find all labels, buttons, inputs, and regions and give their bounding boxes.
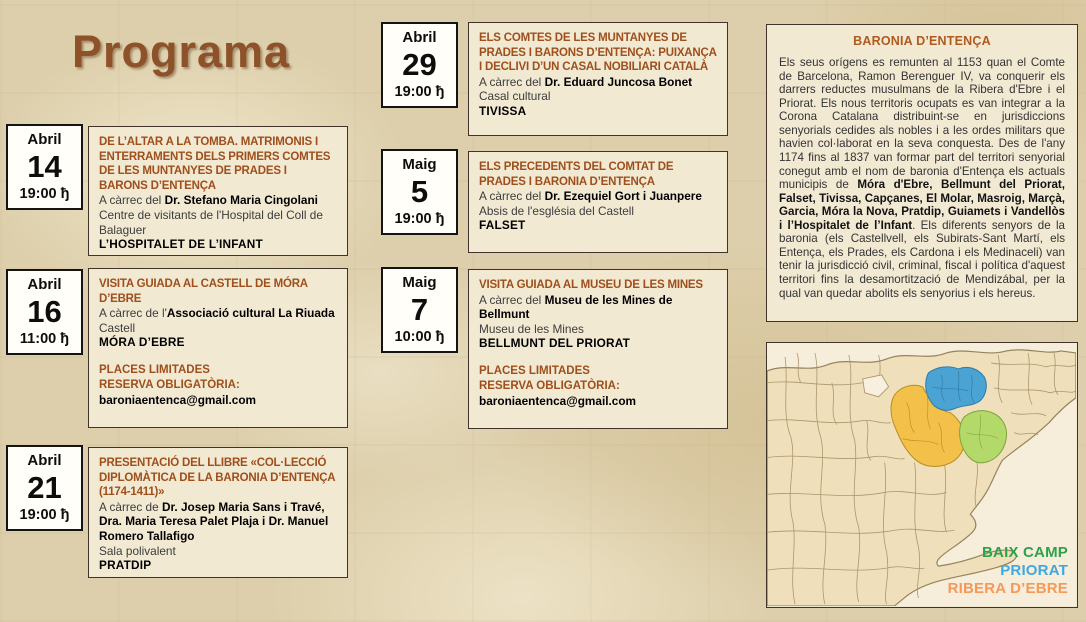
event-venue: Casal cultural bbox=[479, 89, 551, 104]
note-places-limitades: PLACES LIMITADES bbox=[99, 364, 210, 377]
date-box-abril-14 bbox=[6, 124, 83, 210]
event-city: BELLMUNT DEL PRIORAT bbox=[479, 336, 631, 351]
event-intro: A càrrec del bbox=[479, 189, 545, 204]
note-reserva: RESERVA OBLIGATÒRIA: bbox=[479, 380, 620, 393]
event-box-presentacio-llibre bbox=[88, 447, 348, 578]
event-title: ELS PRECEDENTS DEL COMTAT DE PRADES I BARONIA D’ENTENÇA bbox=[479, 161, 674, 188]
event-city: TIVISSA bbox=[479, 104, 527, 119]
event-venue: Centre de visitants de l'Hospital del Coll de Balaguer bbox=[99, 208, 323, 237]
event-speaker: Dr. Stefano Maria Cingolani bbox=[164, 193, 318, 208]
date-time: 10:00 ђ bbox=[394, 329, 445, 345]
event-box-comtes-muntanyes bbox=[468, 22, 728, 136]
date-day: 5 bbox=[410, 174, 429, 210]
event-title: ELS COMTES DE LES MUNTANYES DE PRADES I BARONS D’ENTENÇA: PUIXANÇA I DECLIVI D’UN CASAL NOBILIARI CATALÀ bbox=[479, 32, 717, 74]
event-box-museu-mines bbox=[468, 269, 728, 429]
date-time: 19:00 ђ bbox=[19, 507, 70, 523]
date-time: 19:00 ђ bbox=[394, 211, 445, 227]
event-intro: A càrrec del bbox=[99, 193, 165, 208]
date-box-abril-29 bbox=[381, 22, 458, 108]
baronia-title: BARONIA D’ENTENÇA bbox=[853, 34, 991, 48]
event-speaker-line bbox=[99, 193, 337, 208]
date-box-abril-21 bbox=[6, 445, 83, 531]
date-day: 29 bbox=[402, 47, 437, 83]
baronia-municipalities: Móra d'Ebre, Bellmunt del Priorat, Falset, Tivissa, Capçanes, El Molar, Masroig, Marçà, Garcia, Móra la Nova, Pratdip, Guiamets i Vandellòs i l’Hospitalet de l’Infant bbox=[779, 178, 1065, 232]
legend-priorat: PRIORAT bbox=[1000, 562, 1068, 579]
date-time: 11:00 ђ bbox=[19, 331, 70, 347]
contact-email: baroniaentenca@gmail.com bbox=[479, 393, 637, 408]
event-title: VISITA GUIADA AL CASTELL DE MÓRA D’EBRE bbox=[99, 278, 308, 305]
event-venue: Castell bbox=[99, 320, 136, 335]
event-speaker: Dr. Eduard Juncosa Bonet bbox=[544, 74, 693, 89]
date-day: 16 bbox=[27, 294, 62, 330]
map-legend bbox=[948, 544, 1068, 598]
legend-ribera-debre: RIBERA D’EBRE bbox=[947, 580, 1068, 597]
legend-baix-camp: BAIX CAMP bbox=[982, 544, 1068, 561]
event-speaker-line bbox=[479, 189, 717, 204]
date-day: 21 bbox=[27, 470, 62, 506]
event-speaker: Dr. Josep Maria Sans i Travé, Dra. Maria Teresa Palet Plaja i Dr. Manuel Romero Tallafigo bbox=[99, 499, 329, 544]
event-speaker: Associació cultural La Riuada bbox=[166, 306, 335, 321]
baronia-text bbox=[779, 56, 1065, 300]
event-speaker-line bbox=[99, 500, 337, 544]
date-month: Abril bbox=[402, 29, 437, 46]
date-month: Abril bbox=[27, 276, 62, 293]
event-intro: A càrrec de l' bbox=[99, 306, 167, 321]
note-reserva: RESERVA OBLIGATÒRIA: bbox=[99, 379, 240, 391]
event-title: DE L’ALTAR A LA TOMBA. MATRIMONIS I ENTERRAMENTS DELS PRIMERS COMTES DE LES MUNTANYES DE PRADES I BARONS D’ENTENÇA bbox=[99, 136, 331, 192]
date-day: 14 bbox=[27, 149, 62, 185]
date-time: 19:00 ђ bbox=[19, 186, 70, 202]
date-month: Maig bbox=[402, 156, 437, 173]
event-notes bbox=[99, 363, 337, 393]
date-box-abril-16 bbox=[6, 269, 83, 355]
event-intro: A càrrec del bbox=[479, 292, 545, 307]
event-speaker-line bbox=[99, 306, 337, 321]
event-city: MÓRA D’EBRE bbox=[99, 335, 185, 350]
baronia-paragraph-start: Els seus orígens es remunten al 1153 quan el Comte de Barcelona, Ramon Berenguer IV, va conquerir els darrers reductes musulmans de la Ribera d'Ebre i el Priorat. Els nous territoris ocupats es van integrar a la Corona Catalana distribuint-se en jurisdiccions senyorials cedides als nobles i a les ordes militars que havien col·laborat en la seva conquesta. Des de l'any 1174 fins al 1837 van formar part del territori senyorial conegut amb el nom de baronia d'Entença els actuals municipis de bbox=[779, 56, 1065, 192]
event-intro: A càrrec de bbox=[99, 499, 162, 514]
map-panel bbox=[766, 342, 1078, 608]
page-title: Programa bbox=[72, 26, 291, 77]
baronia-paragraph-end: . Els diferents senyors de la baronia (els Castellvell, els Subirats-Sant Martí, els Entença, els Prades, els Cardona i els Medinaceli) van tenir la jurisdicció civil, criminal, fiscal i política d'aquest territori fins la desamortització de Mendizábal, per la qual van quedar abolits els senyorius i els hereus. bbox=[779, 218, 1065, 300]
event-speaker: Dr. Ezequiel Gort i Juanpere bbox=[544, 189, 702, 204]
event-speaker: Museu de les Mines de Bellmunt bbox=[479, 292, 673, 322]
date-box-maig-7 bbox=[381, 267, 458, 353]
event-city: PRATDIP bbox=[99, 558, 152, 573]
date-box-maig-5 bbox=[381, 149, 458, 235]
event-notes bbox=[479, 364, 717, 394]
event-intro: A càrrec del bbox=[479, 74, 545, 89]
event-venue: Absis de l'església del Castell bbox=[479, 203, 635, 218]
contact-email: baroniaentenca@gmail.com bbox=[99, 392, 257, 407]
event-title: PRESENTACIÓ DEL LLIBRE «COL·LECCIÓ DIPLOMÀTICA DE LA BARONIA D’ENTENÇA (1174-1411)» bbox=[99, 457, 335, 499]
event-venue: Museu de les Mines bbox=[479, 321, 584, 336]
date-month: Maig bbox=[402, 274, 437, 291]
event-box-precedents-comtat bbox=[468, 151, 728, 253]
event-venue: Sala polivalent bbox=[99, 543, 176, 558]
event-box-altar-tomba bbox=[88, 126, 348, 256]
date-day: 7 bbox=[410, 292, 429, 328]
event-box-castell-mora bbox=[88, 268, 348, 428]
baronia-panel bbox=[766, 24, 1078, 322]
event-city: L’HOSPITALET DE L’INFANT bbox=[99, 237, 263, 252]
date-time: 19:00 ђ bbox=[394, 84, 445, 100]
event-speaker-line bbox=[479, 75, 717, 90]
event-title: VISITA GUIADA AL MUSEU DE LES MINES bbox=[479, 279, 703, 291]
event-city: FALSET bbox=[479, 218, 526, 233]
note-places-limitades: PLACES LIMITADES bbox=[479, 365, 590, 378]
date-month: Abril bbox=[27, 452, 62, 469]
event-speaker-line bbox=[479, 293, 717, 322]
date-month: Abril bbox=[27, 131, 62, 148]
